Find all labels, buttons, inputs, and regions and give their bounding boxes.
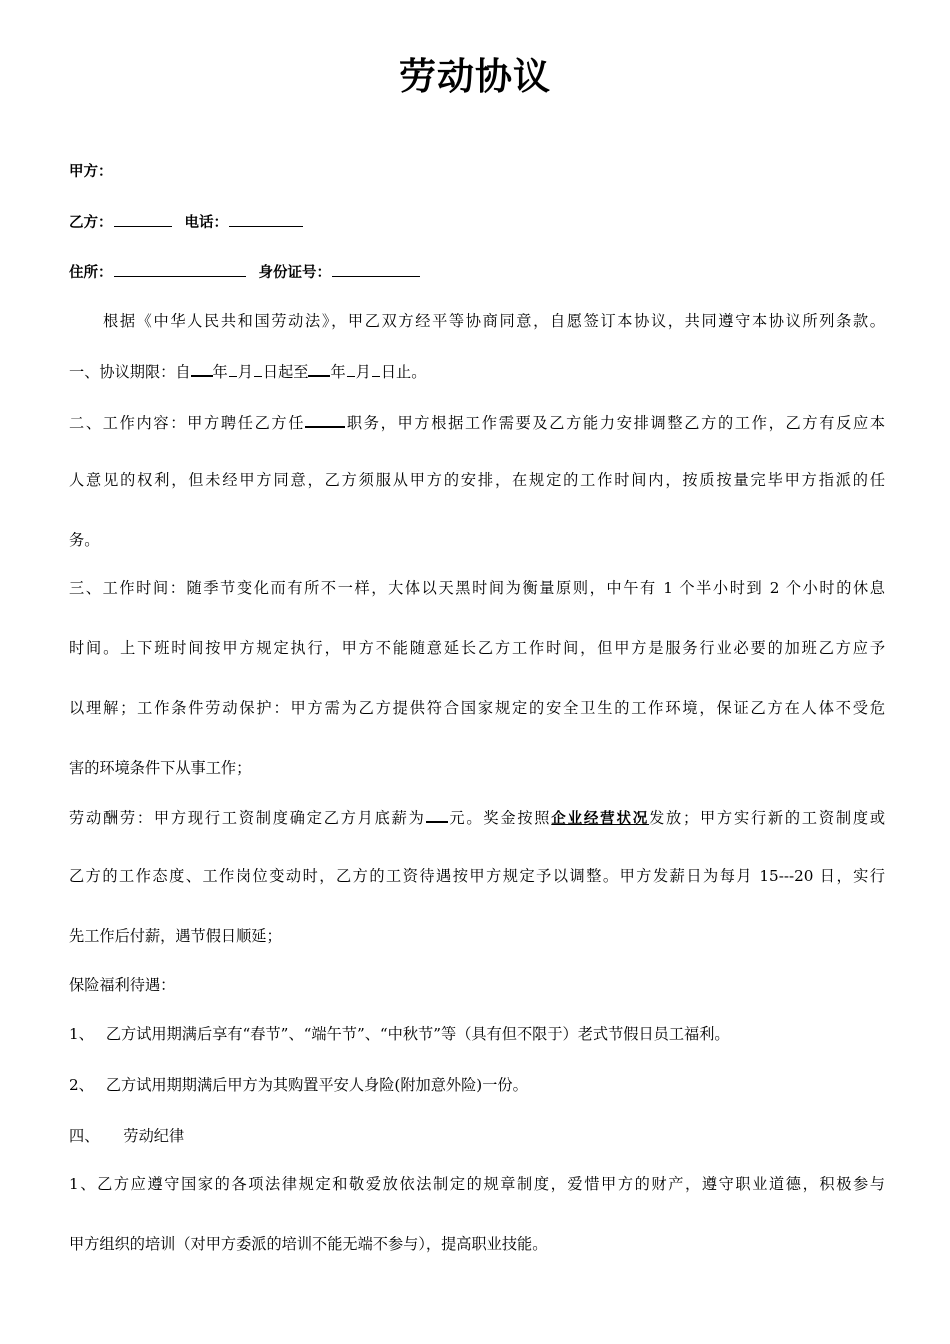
work-time-line-4: 害的环境条件下从事工作；: [69, 759, 252, 777]
term-year-blank-1: [191, 360, 213, 377]
term-day-2: 日止。: [380, 363, 427, 381]
discipline-heading-text: 劳动纪律: [123, 1127, 185, 1145]
term-prefix: 一、协议期限：自: [69, 363, 191, 381]
insurance-item-1-text: 乙方试用期满后享有“春节”、“端午节”、“中秋节”等（具有但不限于）老式节假日员工福利。: [105, 1025, 730, 1043]
term-day-blank-1: [254, 361, 262, 377]
pay-highlight: 企业经营状况: [551, 811, 650, 827]
discipline-item-1-line-2: 甲方组织的培训（对甲方委派的培训不能无端不参与），提高职业技能。: [69, 1235, 548, 1253]
term-month-blank-1: [229, 361, 237, 377]
salary-blank: [426, 806, 448, 823]
term-month-blank-2: [347, 361, 355, 377]
term-year-2: 年: [330, 363, 346, 381]
work-content-line-2: 人意见的权利，但未经甲方同意，乙方须服从甲方的安排，在规定的工作时间内，按质按量完毕甲方指派的任: [69, 471, 885, 489]
discipline-heading: [69, 1126, 885, 1146]
insurance-item-1-num: 1、: [69, 1025, 94, 1043]
party-a-line: [69, 162, 885, 182]
party-b-label: 乙方：: [69, 215, 113, 231]
pay-line-2: 乙方的工作态度、工作岗位变动时，乙方的工资待遇按甲方规定予以调整。甲方发薪日为每月 15---20 日，实行: [69, 867, 885, 885]
phone-label: 电话：: [184, 215, 228, 231]
work-time-line-2: 时间。上下班时间按甲方规定执行，甲方不能随意延长乙方工作时间，但甲方是服务行业必要的加班乙方应予: [69, 639, 885, 657]
discipline-item-1-line-1: 1、乙方应遵守国家的各项法律规定和敬爱放依法制定的规章制度，爱惜甲方的财产，遵守职业道德，积极参与: [69, 1175, 885, 1193]
work-content-line-1: [69, 411, 885, 433]
term-year-blank-2: [308, 360, 330, 377]
address-blank: [114, 261, 246, 277]
address-label: 住所：: [69, 265, 113, 281]
intro-paragraph: 根据《中华人民共和国劳动法》，甲乙双方经平等协商同意，自愿签订本协议，共同遵守本协议所列条款。: [103, 312, 885, 330]
id-label: 身份证号：: [258, 265, 331, 281]
pay-mid: 元。奖金按照: [447, 809, 552, 827]
party-b-blank: [114, 211, 172, 227]
discipline-heading-num: 四、: [69, 1127, 100, 1145]
work-content-prefix: 二、工作内容：甲方聘任乙方任: [69, 414, 306, 432]
phone-blank: [229, 211, 303, 227]
work-time-line-3: 以理解；工作条件劳动保护：甲方需为乙方提供符合国家规定的安全卫生的工作环境，保证乙方在人体不受危: [69, 699, 885, 717]
insurance-item-2: [69, 1075, 885, 1095]
address-line: [69, 261, 885, 283]
id-blank: [332, 261, 420, 277]
term-month-2: 月: [355, 363, 371, 381]
position-blank: [305, 411, 345, 428]
pay-prefix: 劳动酬劳：甲方现行工资制度确定乙方月底薪为: [69, 809, 426, 827]
term-year-1: 年: [212, 363, 228, 381]
term-day-1: 日起至: [262, 363, 309, 381]
insurance-item-2-num: 2、: [69, 1076, 94, 1094]
term-day-blank-2: [372, 361, 380, 377]
party-a-label: 甲方：: [69, 164, 113, 180]
term-month-1: 月: [237, 363, 253, 381]
pay-suffix: 发放；甲方实行新的工资制度或: [649, 809, 886, 827]
party-b-line: [69, 211, 885, 233]
term-line: [69, 360, 885, 382]
insurance-item-1: [69, 1024, 885, 1044]
insurance-heading: 保险福利待遇：: [69, 976, 176, 994]
work-content-line-3: 务。: [69, 531, 100, 549]
work-content-suffix: 职务，甲方根据工作需要及乙方能力安排调整乙方的工作，乙方有反应本: [345, 414, 886, 432]
pay-line-1: [69, 806, 885, 829]
insurance-item-2-text: 乙方试用期期满后甲方为其购置平安人身险(附加意外险)一份。: [105, 1076, 528, 1094]
work-time-line-1: 三、工作时间：随季节变化而有所不一样，大体以天黑时间为衡量原则，中午有 1 个半小时到 2 个小时的休息: [69, 579, 885, 597]
pay-line-3: 先工作后付薪，遇节假日顺延；: [69, 927, 282, 945]
document-title: 劳动协议: [399, 55, 551, 98]
